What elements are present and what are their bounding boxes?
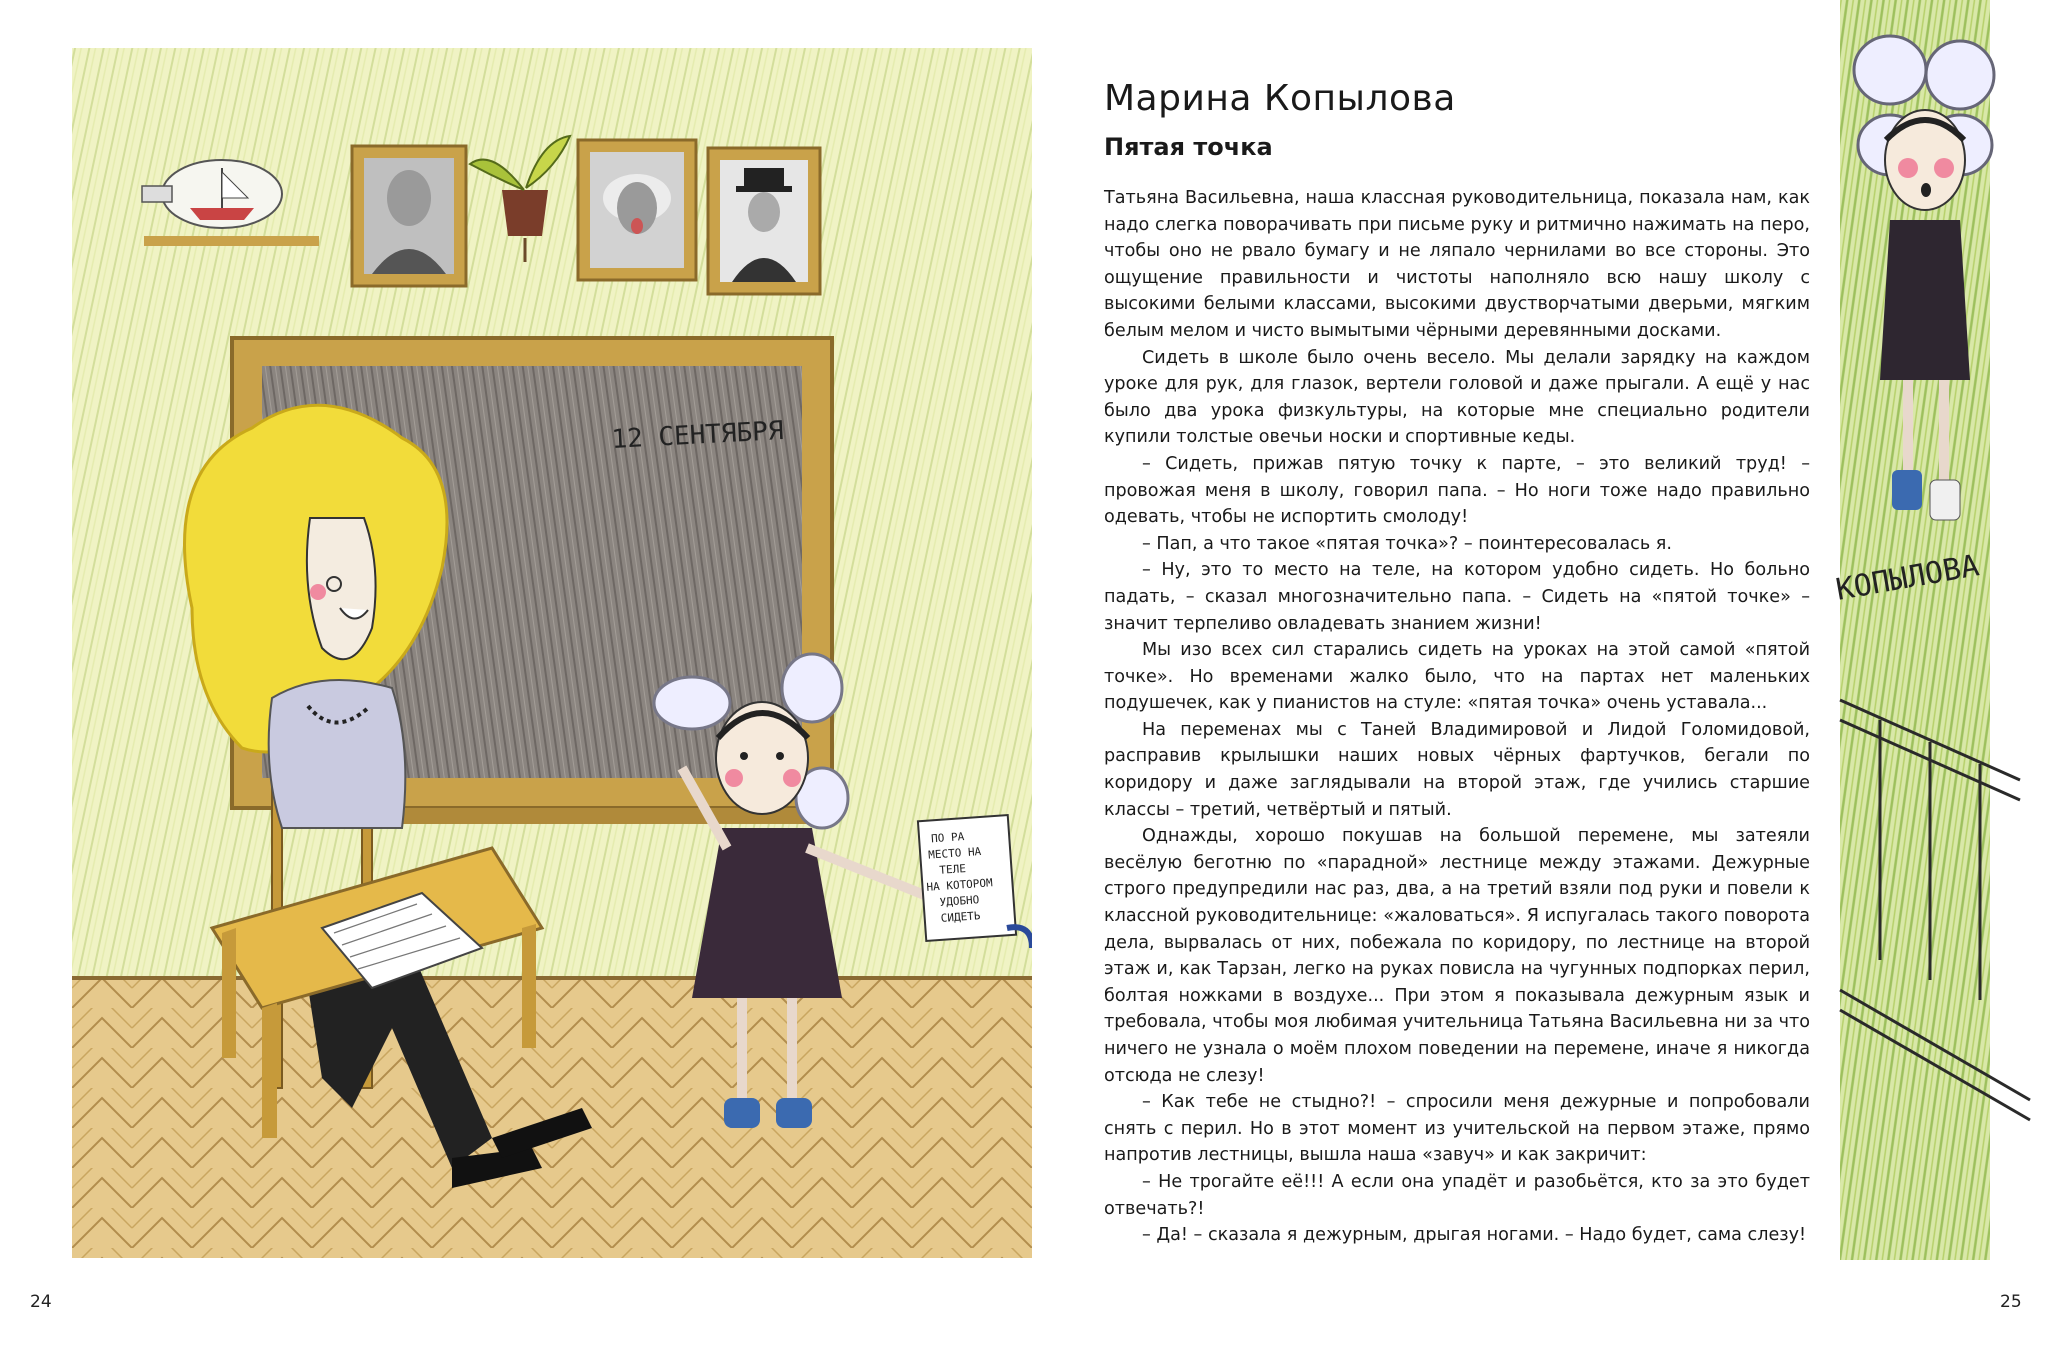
paragraph-7: На переменах мы с Таней Владимировой и Лидой Голомидовой, расправив крылышки наших новых чёрных фартучков, бегали по коридору и даже заглядывали на второй этаж, где учились старшие классы – третий, четвёртый и пятый. [1104, 719, 1810, 820]
note-line-5: УДОБНО [939, 893, 980, 909]
paragraph-8: Однажды, хорошо покушав на большой перемене, мы затеяли весёлую беготню по «парадной» лестнице между этажами. Дежурные строго предупредили нас раз, два, а на третий взяли под руки и повели к классной руководительнице: «жаловаться». Я испугалась такого поворота дела, вырвалась от них, побежала по коридору, по лестнице на второй этаж и, как Тарзан, легко на руках повисла на чугунных подпорках перил, болтая ножками в воздухе... При этом я показывала дежурным язык и требовала, чтобы моя любимая учительница Татьяна Васильевна ни за что ничего не узнала о моём плохом поведении на перемене, иначе я никогда отсюда не слезу! [1104, 826, 1810, 1086]
story-text-column [1104, 78, 1810, 1249]
side-illustration [1820, 0, 2048, 1260]
note-line-3: ТЕЛЕ [938, 862, 967, 877]
note-line-1: ПО РА [930, 830, 965, 846]
board-date: 12 СЕНТЯБРЯ [610, 416, 785, 455]
note-line-4: НА КОТОРОМ [926, 876, 994, 894]
portrait-chaplin [708, 148, 820, 294]
paragraph-2: Сидеть в школе было очень весело. Мы делали зарядку на каждом уроке для рук, для глазок, вертели головой и даже прыгали. А ещё у нас было два урока физкультуры, на которые мне специально родители купили толстые овечьи носки и спортивные кеды. [1104, 347, 1810, 448]
paragraph-10: – Не трогайте её!!! А если она упадёт и разобьётся, кто за это будет отвечать?! [1104, 1171, 1810, 1219]
page-number-right: 25 [2000, 1292, 2022, 1312]
portrait-einstein [578, 140, 696, 280]
portrait-hemingway [352, 146, 466, 286]
page-number-left: 24 [30, 1292, 52, 1312]
paragraph-6: Мы изо всех сил старались сидеть на уроках на этой самой «пятой точке». Но временами жалко было, что на партах нет маленьких подушечек, как у пианистов на стуле: «пятая точка» очень уставала... [1104, 640, 1810, 714]
author-name: Марина Копылова [1104, 78, 1456, 119]
paragraph-5: – Ну, это то место на теле, на котором удобно сидеть. Но больно падать, – сказал многозначительно папа. – Сидеть на «пятой точке» – значит терпеливо овладевать знанием жизни! [1104, 560, 1810, 634]
paragraph-4: – Пап, а что такое «пятая точка»? – поинтересовалась я. [1142, 533, 1672, 554]
note-line-2: МЕСТО НА [927, 844, 982, 862]
paragraph-3: – Сидеть, прижав пятую точку к парте, – это великий труд! – провожая меня в школу, говорил папа. – Но ноги тоже надо правильно одевать, чтобы не испортить смолоду! [1104, 453, 1810, 528]
paragraph-11: – Да! – сказала я дежурным, дрыгая ногами. – Надо будет, сама слезу! [1142, 1225, 1807, 1246]
classroom-illustration [72, 48, 1032, 1258]
side-caption: КОПЫЛОВА [1833, 548, 1982, 608]
paragraph-1: Татьяна Васильевна, наша классная руководительница, показала нам, как надо слегка поворачивать при письме руку и ритмично нажимать на перо, чтобы оно не рвало бумагу и не ляпало чернилами во все стороны. Это ощущение правильности и чистоты наполняло всю нашу школу с высокими белыми классами, высокими двустворчатыми дверьми, мягким белым мелом и чисто вымытыми чёрными деревянными досками. [1104, 188, 1810, 341]
paragraph-9: – Как тебе не стыдно?! – спросили меня дежурные и попробовали снять с перил. Но в этот момент из учительской на первом этаже, прямо напротив лестницы, вышла наша «завуч» и как закричит: [1104, 1092, 1810, 1166]
note-line-6: СИДЕТЬ [940, 909, 981, 925]
story-title: Пятая точка [1104, 133, 1273, 161]
